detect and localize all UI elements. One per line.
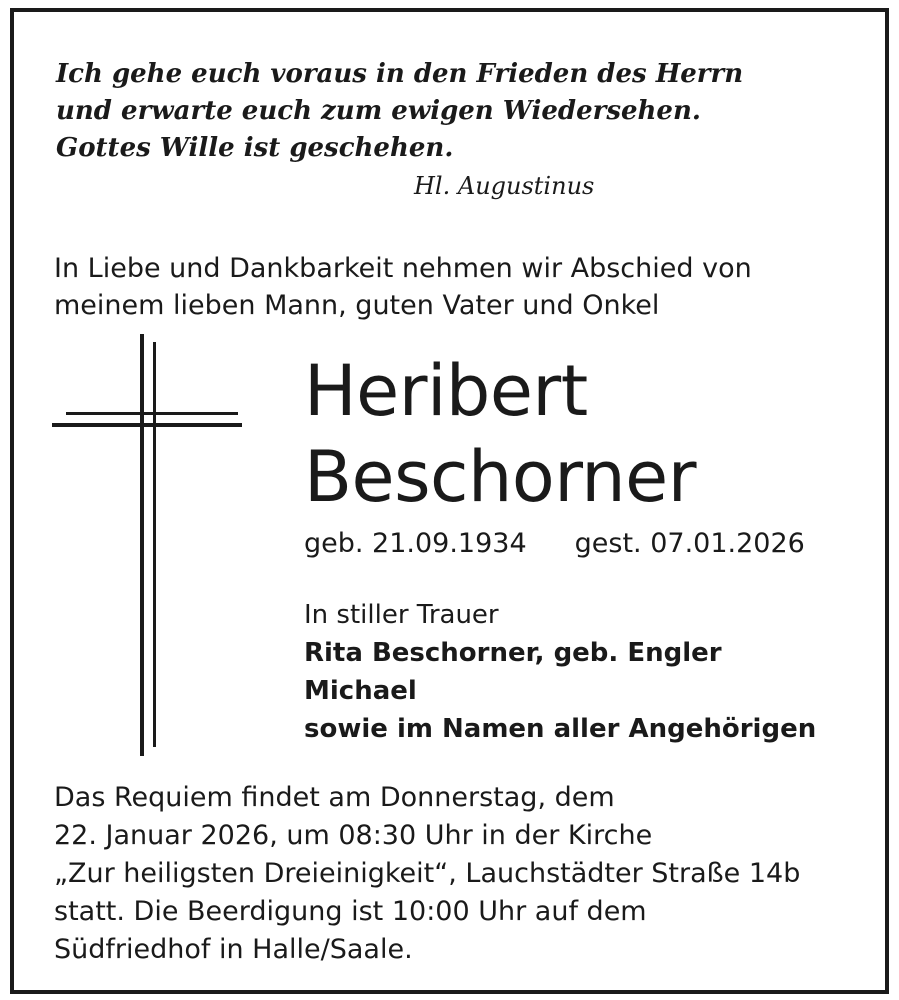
deceased-first-name: Heribert	[304, 350, 588, 432]
mourners-intro: In stiller Trauer	[304, 600, 499, 630]
cross-icon	[52, 334, 242, 764]
deceased-name	[304, 348, 696, 520]
quote	[56, 56, 743, 167]
life-dates	[304, 528, 805, 559]
intro-text	[54, 250, 752, 324]
obituary-frame	[10, 8, 889, 994]
requiem-line: „Zur heiligsten Dreieinigkeit“, Lauchstädter Straße 14b	[54, 858, 801, 889]
intro-line: meinem lieben Mann, guten Vater und Onkel	[54, 290, 660, 321]
requiem-line: Südfriedhof in Halle/Saale.	[54, 934, 413, 965]
requiem-info	[54, 779, 800, 969]
requiem-line: 22. Januar 2026, um 08:30 Uhr in der Kirche	[54, 820, 653, 851]
deceased-last-name: Beschorner	[304, 436, 696, 518]
quote-author: Hl. Augustinus	[414, 172, 595, 200]
birth-date: geb. 21.09.1934	[304, 528, 527, 559]
quote-line: und erwarte euch zum ewigen Wiedersehen.	[56, 96, 701, 126]
quote-line: Ich gehe euch voraus in den Frieden des Herrn	[56, 59, 744, 89]
mourners	[304, 596, 816, 748]
death-date: gest. 07.01.2026	[574, 528, 805, 559]
mourner-name: Michael	[304, 676, 417, 706]
requiem-line: statt. Die Beerdigung ist 10:00 Uhr auf dem	[54, 896, 647, 927]
requiem-line: Das Requiem findet am Donnerstag, dem	[54, 782, 615, 813]
quote-line: Gottes Wille ist geschehen.	[56, 133, 454, 163]
intro-line: In Liebe und Dankbarkeit nehmen wir Abschied von	[54, 253, 752, 284]
mourner-name: Rita Beschorner, geb. Engler	[304, 638, 722, 668]
mourner-name: sowie im Namen aller Angehörigen	[304, 714, 817, 744]
